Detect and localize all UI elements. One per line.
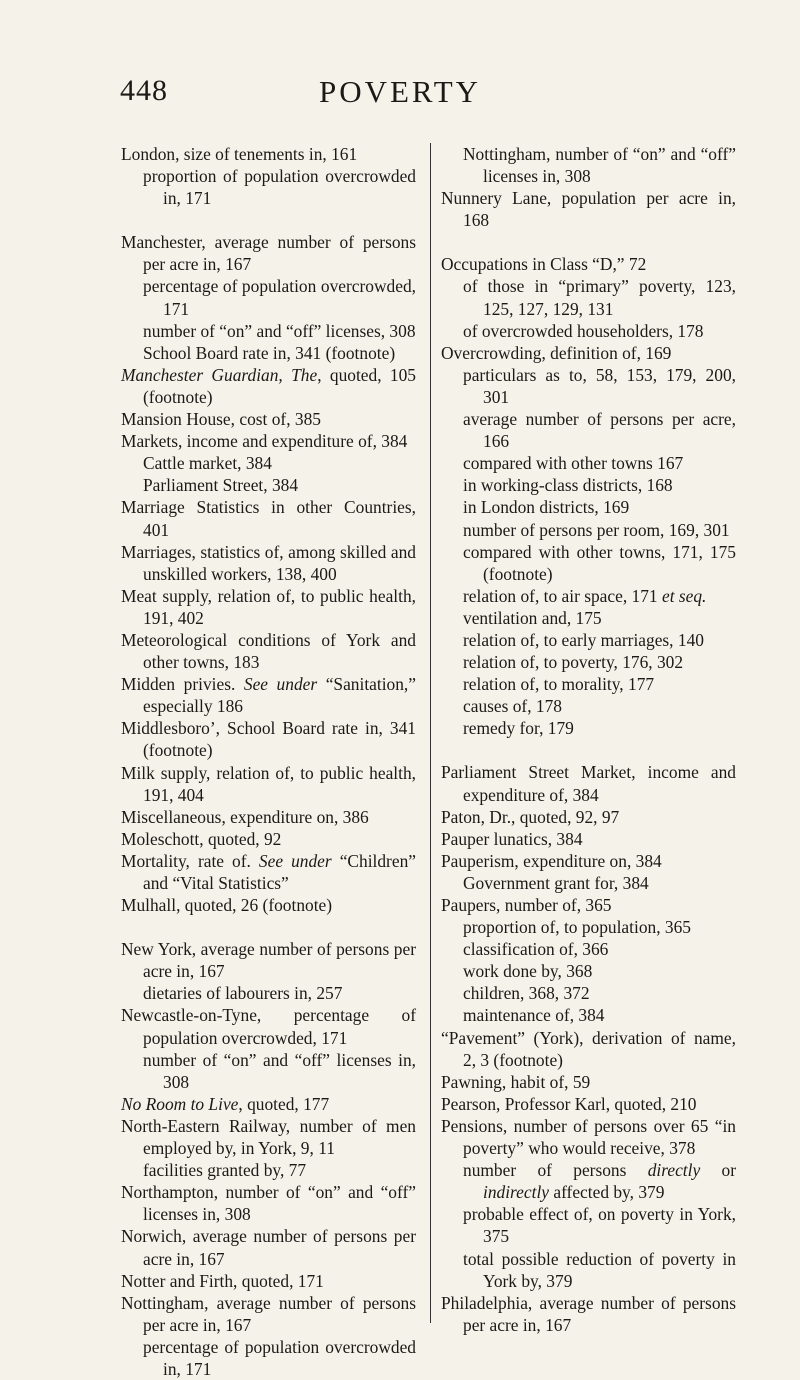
index-subentry: causes of, 178 (463, 696, 563, 717)
index-subentry: Cattle market, 384 (143, 453, 272, 474)
index-entry: Philadelphia, average number of persons per acre in, 167 (441, 1292, 736, 1335)
index-subentry: average number of persons per acre, 166 (463, 409, 736, 452)
index-subentry: compared with other towns 167 (463, 453, 684, 474)
index-subentry: relation of, to morality, 177 (463, 674, 655, 695)
index-subentry: number of persons directly or indirectly affected by, 379 (463, 1160, 736, 1203)
index-entry: Pensions, number of persons over 65 “in poverty” who would receive, 378 (441, 1115, 736, 1159)
index-subentry: Parliament Street, 384 (143, 475, 299, 496)
page-header (0, 74, 800, 118)
index-entry: Manchester Guardian, The, quoted, 105 (footnote) (121, 364, 416, 407)
index-entry: Mansion House, cost of, 385 (121, 409, 321, 430)
index-subentry: percentage of population overcrowded, 171 (143, 276, 416, 319)
index-entry: Paton, Dr., quoted, 92, 97 (441, 806, 620, 827)
index-entry: “Pavement” (York), derivation of name, 2, 3 (footnote) (441, 1027, 736, 1070)
index-entry: New York, average number of persons per acre in, 167 (121, 939, 416, 982)
index-entry: Newcastle-on-Tyne, percentage of population overcrowded, 171 (121, 1005, 416, 1048)
index-entry: Midden privies. See under “Sanitation,” especially 186 (121, 674, 416, 717)
running-title: POVERTY (318, 74, 482, 109)
index-subentry: in working-class districts, 168 (463, 475, 673, 496)
index-entry: Nottingham, average number of persons per acre in, 167 (121, 1292, 416, 1335)
index-entry: Parliament Street Market, income and expenditure of, 384 (441, 762, 736, 805)
index-entry: Pawning, habit of, 59 (441, 1071, 591, 1092)
index-entry: Northampton, number of “on” and “off” licenses in, 308 (121, 1182, 416, 1225)
index-entry: Norwich, average number of persons per acre in, 167 (121, 1226, 416, 1269)
index-entry: Marriages, statistics of, among skilled and unskilled workers, 138, 400 (121, 541, 416, 584)
index-subentry: School Board rate in, 341 (footnote) (143, 342, 396, 363)
index-subentry: number of persons per room, 169, 301 (463, 519, 730, 540)
index-subentry: number of “on” and “off” licenses, 308 (143, 320, 416, 341)
index-subentry: proportion of population overcrowded in, 171 (143, 166, 416, 209)
index-subentry: relation of, to poverty, 176, 302 (463, 652, 684, 673)
index-subentry: children, 368, 372 (463, 983, 590, 1004)
index-subentry: probable effect of, on poverty in York, 375 (463, 1204, 736, 1247)
index-entry: London, size of tenements in, 161 (121, 144, 358, 164)
index-entry: Milk supply, relation of, to public health, 191, 404 (121, 762, 416, 805)
index-column-left (121, 143, 416, 1380)
index-entry: Manchester, average number of persons per acre in, 167 (121, 232, 416, 275)
column-divider (430, 143, 431, 1323)
index-subentry: total possible reduction of poverty in York by, 379 (463, 1248, 736, 1291)
index-subentry: Nottingham, number of “on” and “off” licenses in, 308 (463, 144, 736, 187)
index-entry: Meat supply, relation of, to public health, 191, 402 (121, 585, 416, 628)
index-subentry: relation of, to air space, 171 et seq. (463, 585, 707, 606)
index-entry: North-Eastern Railway, number of men employed by, in York, 9, 11 (121, 1115, 416, 1159)
index-subentry: dietaries of labourers in, 257 (143, 983, 343, 1004)
page-number: 448 (120, 74, 168, 107)
index-subentry: number of “on” and “off” licenses in, 308 (143, 1049, 416, 1092)
index-subentry: Government grant for, 384 (463, 872, 649, 893)
index-subentry: classification of, 366 (463, 939, 609, 960)
index-entry: Meteorological conditions of York and other towns, 183 (121, 629, 416, 673)
index-entry: Mulhall, quoted, 26 (footnote) (121, 895, 333, 916)
index-subentry: in London districts, 169 (463, 497, 630, 518)
index-entry: Pauper lunatics, 384 (441, 828, 583, 849)
index-subentry: compared with other towns, 171, 175 (footnote) (463, 541, 736, 584)
index-subentry: work done by, 368 (463, 961, 593, 982)
index-subentry: ventilation and, 175 (463, 607, 602, 628)
index-entry: Overcrowding, definition of, 169 (441, 342, 672, 363)
index-entry: Nunnery Lane, population per acre in, 168 (441, 188, 736, 231)
index-entry: Pearson, Professor Karl, quoted, 210 (441, 1093, 697, 1114)
index-subentry: of overcrowded householders, 178 (463, 320, 704, 341)
index-entry: Moleschott, quoted, 92 (121, 828, 282, 849)
index-subentry: remedy for, 179 (463, 718, 574, 739)
index-subentry: relation of, to early marriages, 140 (463, 629, 704, 650)
index-subentry: of those in “primary” poverty, 123, 125, 127, 129, 131 (463, 276, 736, 319)
index-subentry: maintenance of, 384 (463, 1005, 605, 1026)
index-subentry: percentage of population overcrowded in, 171 (143, 1336, 416, 1379)
index-entry: No Room to Live, quoted, 177 (121, 1093, 330, 1114)
index-entry: Marriage Statistics in other Countries, 401 (121, 497, 416, 540)
index-entry: Pauperism, expenditure on, 384 (441, 850, 662, 871)
index-subentry: particulars as to, 58, 153, 179, 200, 301 (463, 364, 736, 407)
index-entry: Notter and Firth, quoted, 171 (121, 1270, 324, 1291)
index-entry: Middlesboro’, School Board rate in, 341 (footnote) (121, 718, 416, 761)
index-entry: Paupers, number of, 365 (441, 895, 612, 915)
index-entry: Markets, income and expenditure of, 384 (121, 431, 408, 452)
index-entry: Miscellaneous, expenditure on, 386 (121, 806, 369, 827)
index-entry: Mortality, rate of. See under “Children” and “Vital Statistics” (121, 850, 416, 893)
index-subentry: proportion of, to population, 365 (463, 917, 691, 938)
index-subentry: facilities granted by, 77 (143, 1160, 307, 1181)
index-column-right (441, 143, 736, 1336)
index-entry: Occupations in Class “D,” 72 (441, 254, 647, 275)
